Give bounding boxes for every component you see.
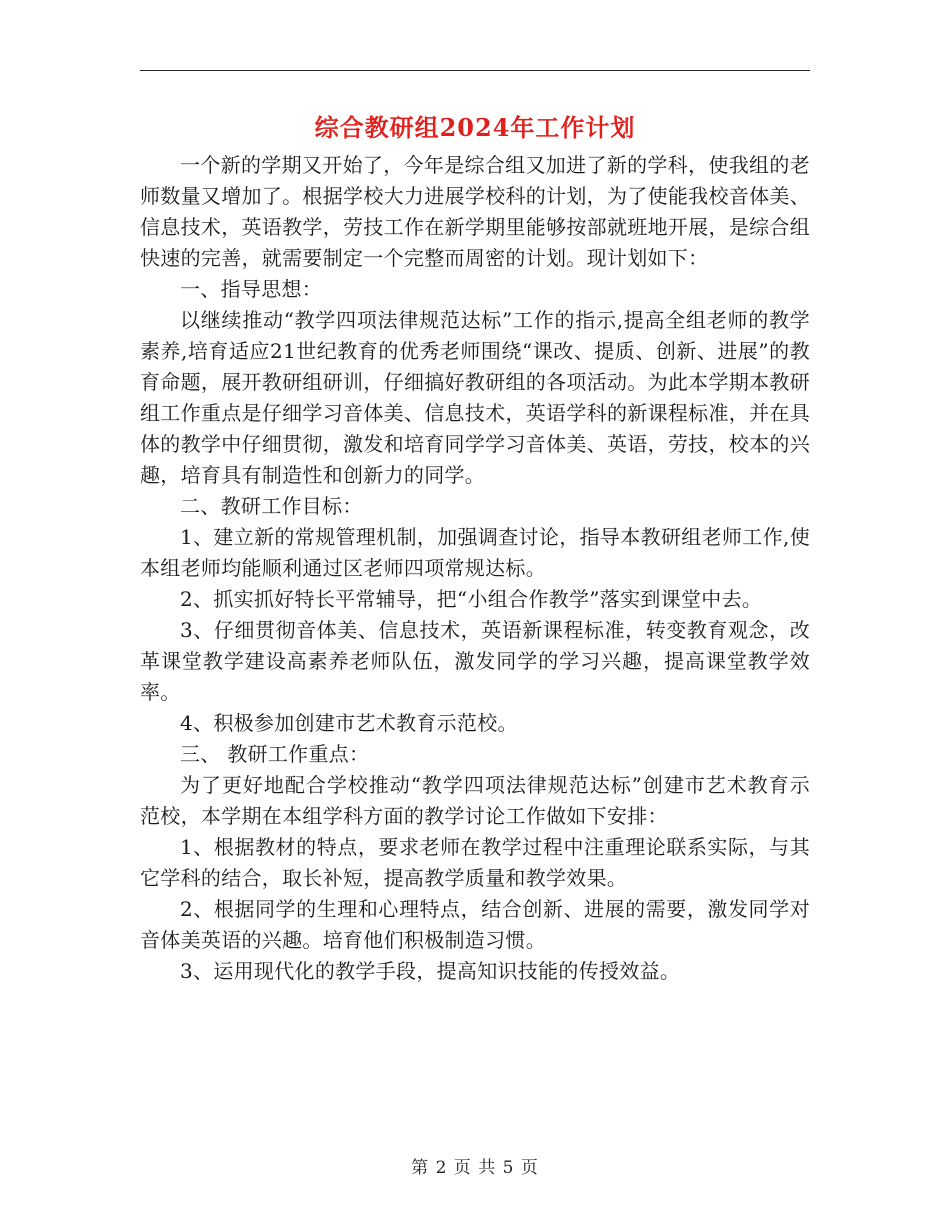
paragraph-guiding-thought: 以继续推动“教学四项法律规范达标”工作的指示,提高全组老师的教学素养,培育适应21世纪教育的优秀老师围绕“课改、提质、创新、进展”的教育命题，展开教研组研训，仔细搞好教研组的各项活动。为此本学期本教研组工作重点是仔细学习音体美、信息技术，英语学科的新课程标准，并在具体的教学中仔细贯彻，激发和培育同学学习音体美、英语，劳技，校本的兴趣，培育具有制造性和创新力的同学。 <box>140 308 810 487</box>
paragraph-focus-2: 2、根据同学的生理和心理特点，结合创新、进展的需要，激发同学对音体美英语的兴趣。培育他们积极制造习惯。 <box>140 897 810 952</box>
paragraph-goal-2: 2、抓实抓好特长平常辅导，把“小组合作教学”落实到课堂中去。 <box>180 587 763 611</box>
heading-guiding-thought: 一、指导思想： <box>180 277 323 301</box>
paragraph-focus-1: 1、根据教材的特点，要求老师在教学过程中注重理论联系实际，与其它学科的结合，取长补短，提高教学质量和教学效果。 <box>140 835 810 890</box>
paragraph-focus-intro: 为了更好地配合学校推动“教学四项法律规范达标”创建市艺术教育示范校，本学期在本组学科方面的教学讨论工作做如下安排： <box>140 773 810 828</box>
header-rule <box>140 70 810 71</box>
heading-research-goals: 二、教研工作目标： <box>180 494 363 518</box>
paragraph-intro: 一个新的学期又开始了，今年是综合组又加进了新的学科，使我组的老师数量又增加了。根据学校大力进展学校科的计划，为了使能我校音体美、信息技术，英语教学，劳技工作在新学期里能够按部就班地开展，是综合组快速的完善，就需要制定一个完整而周密的计划。现计划如下： <box>140 153 810 270</box>
page-number-footer <box>0 1153 950 1178</box>
paragraph-focus-3: 3、运用现代化的教学手段，提高知识技能的传授效益。 <box>180 959 681 983</box>
paragraph-goal-3: 3、仔细贯彻音体美、信息技术，英语新课程标准，转变教育观念，改革课堂教学建设高素养老师队伍，激发同学的学习兴趣，提高课堂教学效率。 <box>140 618 810 704</box>
document-title: 综合教研组2024年工作计划 <box>314 113 636 142</box>
page-number-text: 第 2 页 共 5 页 <box>411 1158 539 1178</box>
paragraph-goal-4: 4、积极参加创建市艺术教育示范校。 <box>180 711 518 735</box>
paragraph-goal-1: 1、建立新的常规管理机制，加强调查讨论，指导本教研组老师工作,使本组老师均能顺利通过区老师四项常规达标。 <box>140 525 810 580</box>
heading-research-focus: 三、 教研工作重点： <box>180 742 370 766</box>
document-body <box>140 150 810 987</box>
